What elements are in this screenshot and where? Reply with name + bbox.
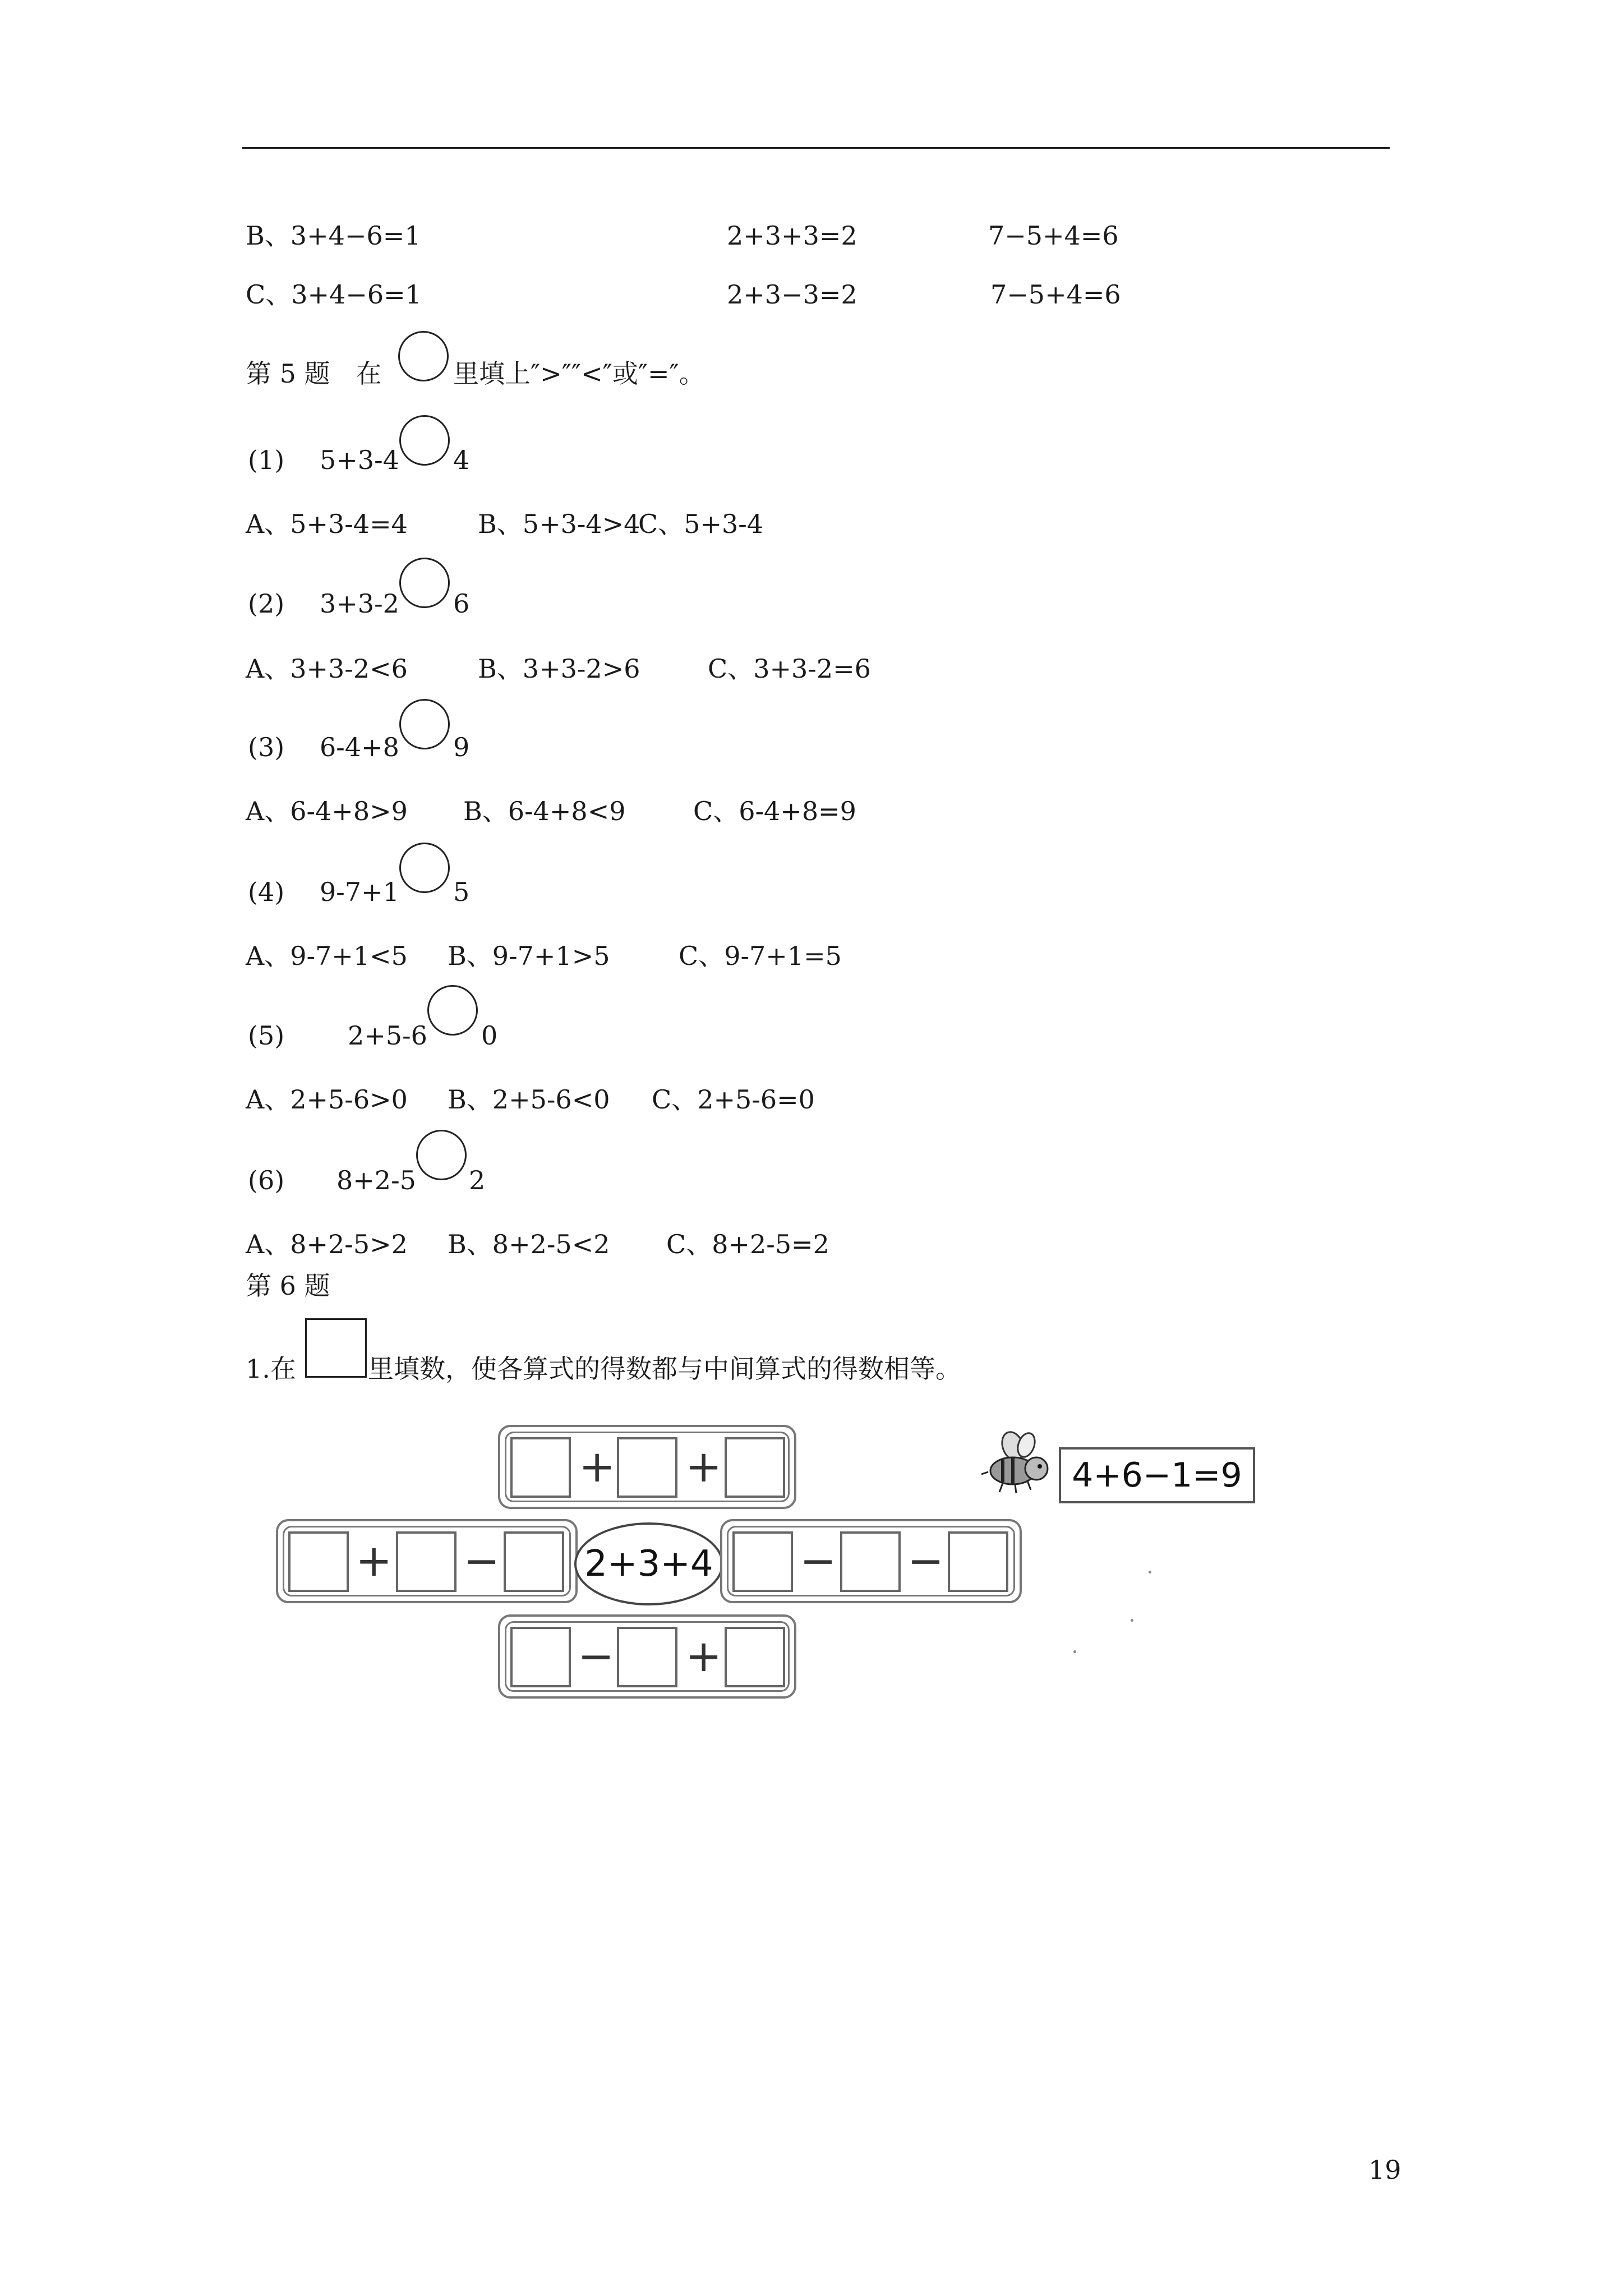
blank-box[interactable] [948, 1531, 1008, 1592]
blank-box[interactable] [396, 1531, 457, 1592]
q5-option-b: B、9-7+1>5 [448, 941, 610, 971]
q4-option-b-expr3: 7−5+4=6 [988, 220, 1119, 251]
example-equation: 4+6−1=9 [1059, 1447, 1255, 1503]
q5-item-left: 5+3-4 [320, 445, 399, 475]
q5-option-c: C、5+3-4 [638, 509, 764, 539]
q5-option-a: A、9-7+1<5 [246, 941, 408, 971]
q5-item-right: 5 [453, 877, 470, 907]
plus-sign: + [356, 1536, 393, 1586]
answer-circle-icon [398, 331, 449, 381]
comparison-circle[interactable] [427, 985, 478, 1036]
q5-option-c: C、3+3-2=6 [708, 654, 871, 684]
q5-item-right: 4 [453, 445, 470, 475]
q6-title: 第 6 题 [246, 1271, 330, 1301]
q5-item-left: 8+2-5 [336, 1165, 416, 1195]
q4-option-b: B、3+4−6=1 [246, 220, 421, 251]
q5-item-right: 6 [453, 588, 470, 619]
q5-option-b: B、6-4+8<9 [463, 796, 626, 826]
q5-item-left: 9-7+1 [320, 877, 399, 907]
q5-item-right: 2 [469, 1165, 486, 1195]
q5-option-a: A、3+3-2<6 [246, 654, 408, 684]
comparison-circle[interactable] [416, 1130, 467, 1180]
q5-item-left: 6-4+8 [320, 732, 399, 762]
q5-option-a: A、2+5-6>0 [246, 1084, 408, 1115]
q5-item-left: 3+3-2 [320, 588, 399, 619]
minus-sign: − [463, 1536, 500, 1586]
q5-option-a: A、8+2-5>2 [246, 1229, 408, 1259]
center-expression: 2+3+4 [574, 1522, 723, 1605]
q5-item-left: 2+5-6 [348, 1020, 427, 1051]
q5-title-prefix: 第 5 题 在 [246, 358, 382, 389]
q5-item-number: (2) [248, 588, 285, 619]
q5-option-c: C、6-4+8=9 [693, 796, 856, 826]
q4-option-c-expr3: 7−5+4=6 [990, 279, 1121, 310]
blank-box[interactable] [840, 1531, 901, 1592]
scan-speck [1073, 1650, 1076, 1653]
comparison-circle[interactable] [399, 558, 450, 608]
plus-sign: + [579, 1442, 616, 1492]
blank-box[interactable] [725, 1437, 785, 1498]
q4-option-c: C、3+4−6=1 [246, 279, 422, 310]
q5-item-number: (1) [248, 445, 285, 475]
q5-item-number: (5) [248, 1020, 285, 1051]
comparison-circle[interactable] [399, 843, 450, 893]
comparison-circle[interactable] [399, 699, 450, 749]
q6-instruction-suffix: 里填数，使各算式的得数都与中间算式的得数相等。 [368, 1354, 961, 1384]
blank-box[interactable] [732, 1531, 793, 1592]
q5-option-c: C、2+5-6=0 [652, 1084, 815, 1115]
plus-sign: + [685, 1442, 722, 1492]
comparison-circle[interactable] [399, 415, 450, 466]
q5-option-c: C、8+2-5=2 [666, 1229, 829, 1259]
q5-item-number: (3) [248, 732, 285, 762]
minus-sign: − [907, 1536, 944, 1586]
q5-option-c: C、9-7+1=5 [679, 941, 842, 971]
q5-option-b: B、3+3-2>6 [478, 654, 640, 684]
q4-option-b-expr2: 2+3+3=2 [727, 220, 857, 251]
page-number: 19 [1368, 2155, 1401, 2185]
blank-box[interactable] [617, 1437, 677, 1498]
answer-box-icon [305, 1318, 367, 1378]
q4-option-c-expr2: 2+3−3=2 [727, 279, 857, 310]
scan-speck [1131, 1619, 1133, 1622]
q6-instruction-prefix: 1.在 [246, 1354, 296, 1384]
bee-icon [980, 1429, 1055, 1497]
minus-sign: − [800, 1536, 837, 1586]
blank-box[interactable] [288, 1531, 349, 1592]
q5-option-a: A、6-4+8>9 [246, 796, 408, 826]
scan-speck [1149, 1571, 1151, 1573]
q5-option-b: B、8+2-5<2 [448, 1229, 610, 1259]
q5-item-right: 9 [453, 732, 470, 762]
blank-box[interactable] [510, 1437, 571, 1498]
blank-box[interactable] [725, 1627, 785, 1687]
header-rule [242, 147, 1390, 149]
blank-box[interactable] [504, 1531, 564, 1592]
q5-item-right: 0 [481, 1020, 498, 1051]
q5-option-b: B、2+5-6<0 [448, 1084, 610, 1115]
q5-option-b: B、5+3-4>4 [478, 509, 640, 539]
plus-sign: + [685, 1631, 722, 1682]
blank-box[interactable] [510, 1627, 571, 1687]
q5-item-number: (4) [248, 877, 285, 907]
minus-sign: − [578, 1631, 615, 1682]
q5-title-suffix: 里填上″>″″<″或″=″。 [453, 358, 705, 389]
blank-box[interactable] [617, 1627, 677, 1687]
q5-option-a: A、5+3-4=4 [246, 509, 408, 539]
q5-item-number: (6) [248, 1165, 285, 1195]
